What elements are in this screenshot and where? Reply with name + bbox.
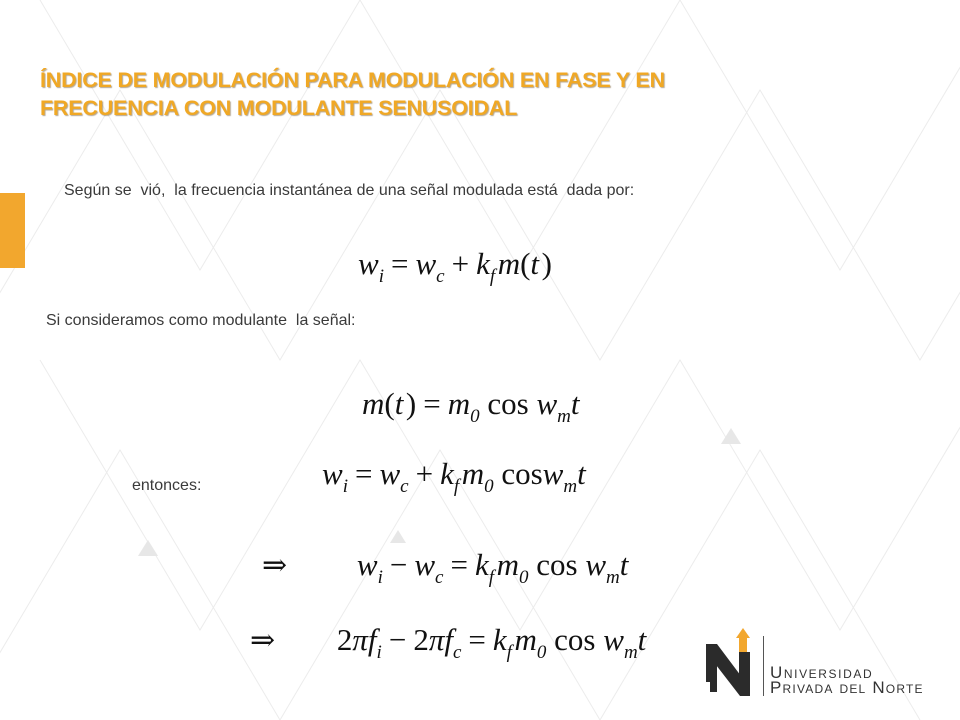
intro-text: Según se vió, la frecuencia instantánea de una señal modulada está dada por: [64, 182, 635, 199]
logo-text [770, 665, 924, 695]
formula-substituted: $w_i = w_c + k_f$ $m_0$ cosw$_m$t [322, 456, 586, 497]
university-logo [700, 622, 945, 702]
slide-title [40, 66, 900, 122]
logo-divider [763, 636, 764, 696]
accent-bar [0, 193, 25, 268]
formula-instantaneous-frequency: $w_i = w_c + k_f$ m(t ) [358, 246, 552, 287]
modulant-text: Si consideramos como modulante la señal: [46, 312, 356, 329]
formula-2pi-frequency: ⇒ $2\pi f_i - 2\pi f_c = k_f$ $m_0$ $\cos w_mt$ [250, 622, 647, 663]
logo-line-1: Universidad [770, 663, 874, 682]
implies-arrow-icon: ⇒ [262, 548, 288, 583]
logo-line-2: Privada del Norte [770, 678, 924, 697]
title-line-1: ÍNDICE DE MODULACIÓN PARA MODULACIÓN EN FASE Y EN [40, 68, 665, 92]
upn-n-logo-icon [700, 622, 760, 700]
formula-frequency-deviation: ⇒ $w_i - w_c = k_f$ $m_0$ $\cos w_mt$ [262, 547, 629, 588]
formula-modulating-signal: m(t ) = $m_0$ $\cos w_mt$ [362, 386, 580, 427]
implies-arrow-icon: ⇒ [250, 623, 276, 658]
title-line-2: FRECUENCIA CON MODULANTE SENUSOIDAL [40, 96, 518, 120]
then-text: entonces: [132, 477, 202, 494]
